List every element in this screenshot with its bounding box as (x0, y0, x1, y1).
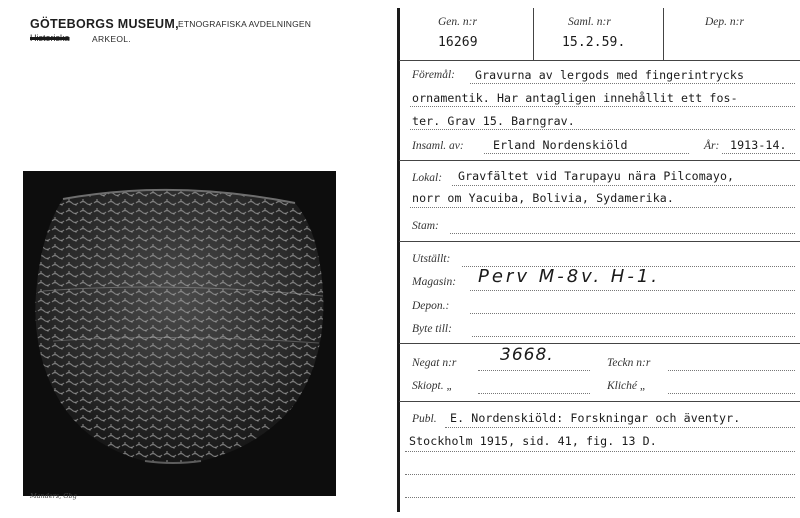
ar-value: 1913-14. (730, 138, 787, 152)
foremal-line-1: Gravurna av lergods med fingerintrycks (475, 68, 745, 82)
publ-rule-1 (445, 427, 795, 428)
publ-rule-4 (405, 497, 795, 498)
insaml-rule (484, 153, 689, 154)
gen-label: Gen. n:r (438, 16, 477, 28)
saml-value: 15.2.59. (562, 35, 626, 50)
lokal-rule-1 (452, 185, 795, 186)
header-divider-2 (663, 8, 664, 60)
publ-rule-3 (405, 474, 795, 475)
publ-label: Publ. (412, 413, 437, 425)
magasin-rule (470, 290, 795, 291)
lokal-line-2: norr om Yacuiba, Bolivia, Sydamerika. (412, 191, 674, 205)
stam-label: Stam: (412, 220, 439, 232)
sub-department: ARKEOL. (92, 34, 131, 44)
publ-rule-2 (405, 451, 795, 452)
foremal-line-2: ornamentik. Har antagligen innehållit ett fos- (412, 91, 738, 105)
gen-value: 16269 (438, 35, 478, 50)
lokal-rule-2 (410, 207, 795, 208)
depon-label: Depon.: (412, 300, 450, 312)
kliche-label: Kliché „ (607, 380, 647, 392)
foremal-label: Föremål: (412, 69, 456, 81)
teckn-rule (668, 370, 795, 371)
photo-credit: Manders, Gbg (30, 492, 77, 500)
ar-label: År: (704, 140, 720, 152)
lokal-label: Lokal: (412, 172, 443, 184)
publ-line-1: E. Nordenskiöld: Forskningar och äventyr. (450, 411, 741, 425)
negat-rule (478, 370, 590, 371)
section-rule-2 (399, 241, 800, 242)
header-rule (399, 60, 800, 61)
saml-label: Saml. n:r (568, 16, 611, 28)
foremal-rule-1 (470, 83, 795, 84)
depon-rule (470, 313, 795, 314)
header-divider-1 (533, 8, 534, 60)
museum-name: GÖTEBORGS MUSEUM, (30, 17, 179, 31)
section-rule-4 (399, 401, 800, 402)
lokal-line-1: Gravfältet vid Tarupayu nära Pilcomayo, (458, 169, 735, 183)
department-name: ETNOGRAFISKA AVDELNINGEN (178, 19, 312, 29)
skiopt-rule (478, 393, 590, 394)
insaml-value: Erland Nordenskiöld (493, 138, 628, 152)
struck-department: Historiska (30, 33, 70, 43)
magasin-label: Magasin: (412, 276, 457, 288)
dep-label: Dep. n:r (705, 16, 744, 28)
teckn-label: Teckn n:r (607, 357, 651, 369)
foremal-rule-3 (410, 129, 795, 130)
insaml-label: Insaml. av: (412, 140, 464, 152)
foremal-line-3: ter. Grav 15. Barngrav. (412, 114, 575, 128)
section-rule-1 (399, 160, 800, 161)
magasin-value: Perv M-8v. H-1. (478, 266, 661, 287)
ar-rule (722, 153, 795, 154)
section-rule-3 (399, 343, 800, 344)
card-divider (397, 8, 400, 512)
negat-value: 3668. (500, 345, 554, 365)
negat-label: Negat n:r (412, 357, 457, 369)
publ-line-2: Stockholm 1915, sid. 41, fig. 13 D. (409, 434, 657, 448)
kliche-rule (668, 393, 795, 394)
foremal-rule-2 (410, 106, 795, 107)
skiopt-label: Skiopt. „ (412, 380, 453, 392)
byte-label: Byte till: (412, 323, 452, 335)
clay-urn-image (23, 171, 336, 496)
utstallt-label: Utställt: (412, 253, 451, 265)
stam-rule (450, 233, 795, 234)
artifact-photo (23, 171, 336, 496)
byte-rule (472, 336, 795, 337)
